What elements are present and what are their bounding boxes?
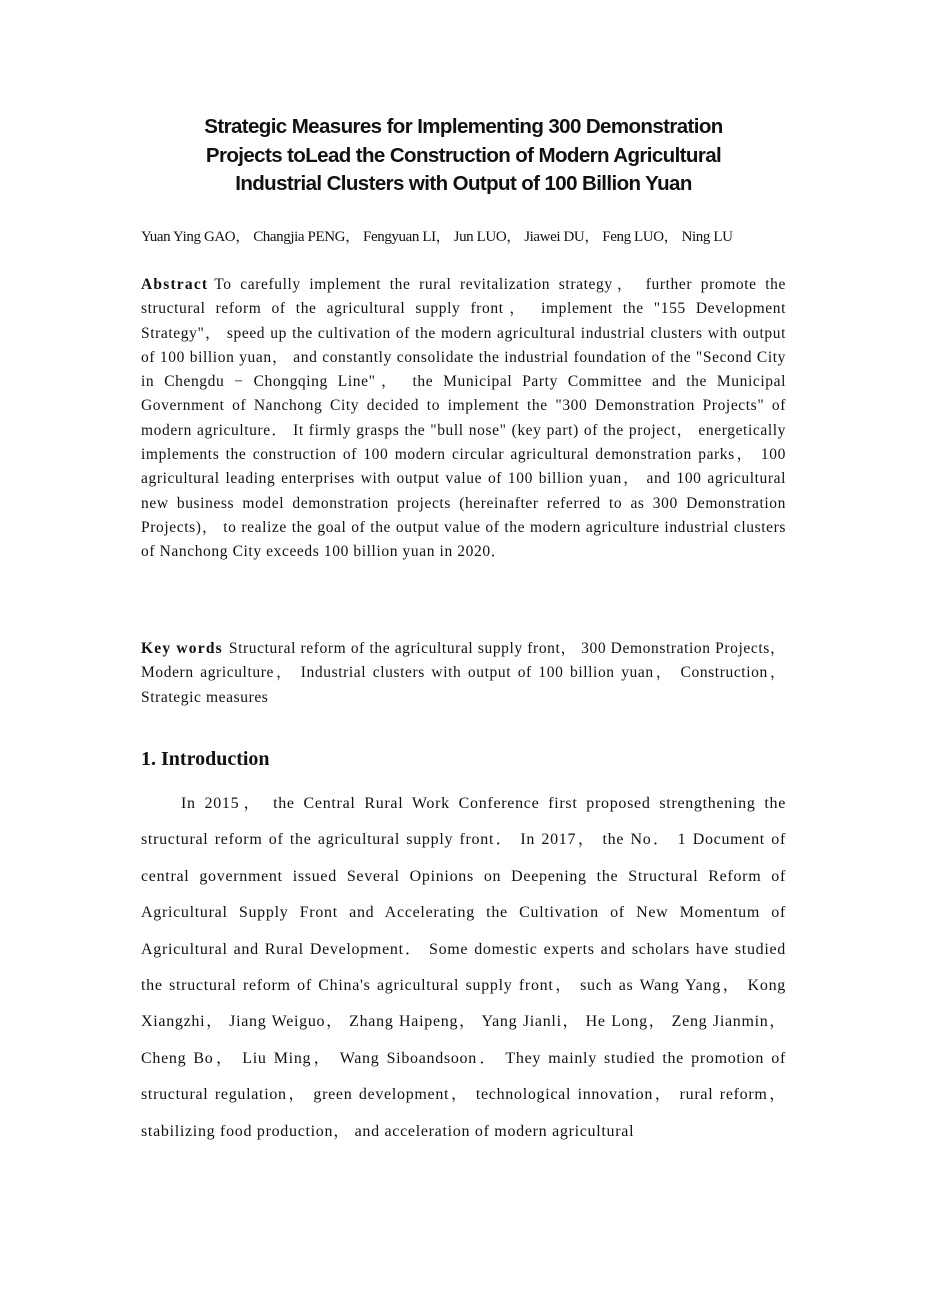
abstract-label: Abstract [141,276,209,293]
paper-title [141,113,786,199]
title-line-1: Strategic Measures for Implementing 300 Demonstration [204,115,723,138]
title-line-3: Industrial Clusters with Output of 100 Billion Yuan [235,172,692,195]
keywords-text: Structural reform of the agricultural supply front， 300 Demonstration Projects， Modern agriculture， Industrial clusters with output of 100 billion yuan， Construction， Strategic measures [141,640,786,706]
abstract-text: To carefully implement the rural revitalization strategy， further promote the structural reform of the agricultural supply front， implement the "155 Development Strategy"， speed up the cultivation of the modern agricultural industrial clusters with output of 100 billion yuan， and constantly consolidate the industrial foundation of the "Second City in Chengdu − Chongqing Line"， the Municipal Party Committee and the Municipal Government of Nanchong City decided to implement the "300 Demonstration Projects" of modern agriculture． It firmly grasps the "bull nose" (key part) of the project， energetically implements the construction of 100 modern circular agricultural demonstration parks， 100 agricultural leading enterprises with output value of 100 billion yuan， and 100 agricultural new business model demonstration projects (hereinafter referred to as 300 Demonstration Projects)， to realize the goal of the output value of the modern agriculture industrial clusters of Nanchong City exceeds 100 billion yuan in 2020． [141,276,786,561]
keywords-section [141,637,786,710]
introduction-paragraph: In 2015， the Central Rural Work Conference first proposed strengthening the structural reform of the agricultural supply front． In 2017， the No． 1 Document of central government issued Several Opinions on Deepening the Structural Reform of Agricultural Supply Front and Accelerating the Cultivation of New Momentum of Agricultural and Rural Development． Some domestic experts and scholars have studied the structural reform of China's agricultural supply front， such as Wang Yang， Kong Xiangzhi， Jiang Weiguo， Zhang Haipeng， Yang Jianli， He Long， Zeng Jianmin， Cheng Bo， Liu Ming， Wang Siboandsoon． They mainly studied the promotion of structural regulation， green development， technological innovation， rural reform， stabilizing food production， and acceleration of modern agricultural [141,795,786,1140]
abstract-section [141,273,786,565]
keywords-label: Key words [141,640,223,657]
section-heading-introduction: 1. Introduction [141,748,270,770]
title-line-2: Projects toLead the Construction of Modern Agricultural [205,143,722,167]
author-list: Yuan Ying GAO， Changjia PENG， Fengyuan LI， Jun LUO， Jiawei DU， Feng LUO， Ning LU [141,229,733,245]
